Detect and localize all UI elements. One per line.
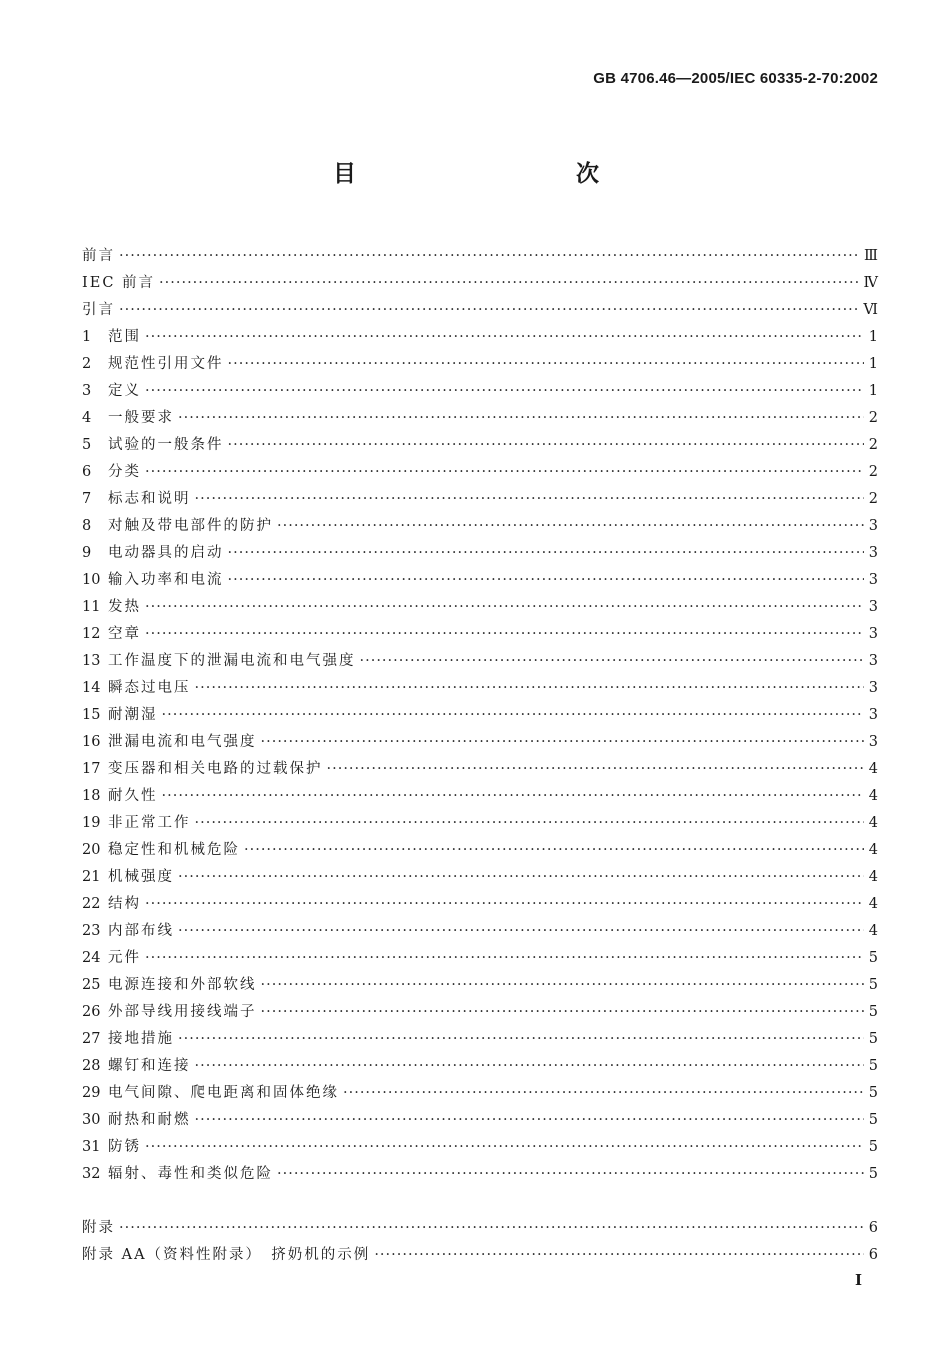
- toc-entry-label: 输入功率和电流: [108, 572, 224, 588]
- toc-entry-page: 6: [868, 1247, 878, 1263]
- toc-entry-label: 分类: [108, 464, 141, 480]
- toc-leader-dots: [178, 1031, 864, 1047]
- toc-entry-page: 5: [868, 1058, 878, 1074]
- toc-leader-dots: [145, 599, 864, 615]
- toc-leader-dots: [195, 815, 865, 831]
- toc-entry-label: 引言: [82, 302, 115, 318]
- toc-entry-label: 外部导线用接线端子: [108, 1004, 257, 1020]
- toc-leader-dots: [119, 302, 859, 318]
- toc-entry-label: 耐热和耐燃: [108, 1112, 191, 1128]
- toc-entry-number: 29: [82, 1085, 101, 1101]
- toc-entry[interactable]: [82, 514, 878, 541]
- toc-entry-number: 11: [82, 599, 101, 615]
- toc-entry-number: 5: [82, 437, 92, 453]
- toc-entry-page: 4: [868, 896, 878, 912]
- toc-leader-dots: [119, 248, 860, 264]
- toc-entry-label: 耐久性: [108, 788, 158, 804]
- toc-entry-page: 3: [868, 707, 878, 723]
- toc-entry[interactable]: [82, 487, 878, 514]
- standard-code: GB 4706.46—2005/IEC 60335-2-70:2002: [593, 70, 878, 87]
- toc-entry-page: Ⅲ: [864, 248, 878, 264]
- toc-entry-label: 机械强度: [108, 869, 174, 885]
- toc-leader-dots: [145, 464, 864, 480]
- toc-main-list: [82, 244, 878, 1189]
- toc-entry-number: 10: [82, 572, 101, 588]
- toc-leader-dots: [178, 410, 864, 426]
- toc-entry-page: Ⅳ: [863, 275, 878, 291]
- toc-entry-number: 20: [82, 842, 101, 858]
- toc-entry-label: 空章: [108, 626, 141, 642]
- page-number: I: [854, 1271, 862, 1289]
- toc-leader-dots: [162, 788, 865, 804]
- toc-entry-page: 5: [868, 1166, 878, 1182]
- toc-entry-label: 范围: [108, 329, 141, 345]
- toc-entry-page: 3: [868, 653, 878, 669]
- toc-entry-number: 7: [82, 491, 92, 507]
- toc-entry-page: 4: [868, 923, 878, 939]
- toc-entry-label: 稳定性和机械危险: [108, 842, 240, 858]
- toc-entry[interactable]: [82, 919, 878, 946]
- toc-entry-page: 5: [868, 1139, 878, 1155]
- toc-entry-label: 耐潮湿: [108, 707, 158, 723]
- toc-entry[interactable]: [82, 865, 878, 892]
- toc-entry[interactable]: [82, 1054, 878, 1081]
- toc-entry[interactable]: [82, 703, 878, 730]
- toc-entry-page: 4: [868, 842, 878, 858]
- toc-entry-page: 4: [868, 761, 878, 777]
- toc-entry-page: 3: [868, 545, 878, 561]
- toc-entry[interactable]: [82, 1108, 878, 1135]
- toc-entry-number: 8: [82, 518, 92, 534]
- toc-entry[interactable]: [82, 649, 878, 676]
- toc-entry-page: 3: [868, 734, 878, 750]
- toc-entry-page: 1: [868, 356, 878, 372]
- toc-entry-page: 5: [868, 950, 878, 966]
- toc-leader-dots: [195, 680, 865, 696]
- toc-entry-label: 试验的一般条件: [108, 437, 224, 453]
- toc-entry-label: 泄漏电流和电气强度: [108, 734, 257, 750]
- toc-entry[interactable]: [82, 271, 878, 298]
- toc-entry[interactable]: [82, 352, 878, 379]
- toc-entry-number: 3: [82, 383, 92, 399]
- toc-leader-dots: [277, 1166, 864, 1182]
- toc-entry-label: 对触及带电部件的防护: [108, 518, 273, 534]
- toc-entry-label: 发热: [108, 599, 141, 615]
- toc-entry-number: 25: [82, 977, 101, 993]
- toc-entry-number: 2: [82, 356, 92, 372]
- toc-entry-label: 电动器具的启动: [108, 545, 224, 561]
- page-title: 目 次: [333, 161, 657, 187]
- toc-entry-page: 4: [868, 815, 878, 831]
- toc-leader-dots: [178, 923, 864, 939]
- toc-entry-number: 32: [82, 1166, 101, 1182]
- toc-leader-dots: [261, 1004, 865, 1020]
- toc-entry-page: 2: [868, 464, 878, 480]
- toc-entry-number: 27: [82, 1031, 101, 1047]
- toc-entry-label: 螺钉和连接: [108, 1058, 191, 1074]
- toc-entry-page: 3: [868, 680, 878, 696]
- toc-entry[interactable]: [82, 1000, 878, 1027]
- toc-entry-number: 23: [82, 923, 101, 939]
- toc-entry-number: 13: [82, 653, 101, 669]
- toc-leader-dots: [261, 977, 865, 993]
- toc-entry-page: 5: [868, 1004, 878, 1020]
- toc-entry-label: 一般要求: [108, 410, 174, 426]
- toc-leader-dots: [228, 572, 865, 588]
- toc-leader-dots: [360, 653, 865, 669]
- toc-entry-page: 1: [868, 329, 878, 345]
- toc-entry-number: 18: [82, 788, 101, 804]
- toc-entry-label: 防锈: [108, 1139, 141, 1155]
- toc-entry[interactable]: [82, 1162, 878, 1189]
- toc-entry-label: 非正常工作: [108, 815, 191, 831]
- toc-entry[interactable]: [82, 838, 878, 865]
- toc-entry-number: 22: [82, 896, 101, 912]
- toc-entry[interactable]: [82, 406, 878, 433]
- toc-entry-number: 21: [82, 869, 101, 885]
- toc-entry-number: 15: [82, 707, 101, 723]
- toc-entry[interactable]: [82, 676, 878, 703]
- toc-entry[interactable]: [82, 1243, 878, 1270]
- toc-entry[interactable]: [82, 460, 878, 487]
- toc-entry[interactable]: [82, 730, 878, 757]
- toc-entry-label: 接地措施: [108, 1031, 174, 1047]
- toc-entry-label: 标志和说明: [108, 491, 191, 507]
- toc-entry-label: 附录: [82, 1220, 115, 1236]
- toc-entry-number: 26: [82, 1004, 101, 1020]
- toc-leader-dots: [119, 1220, 864, 1236]
- toc-entry-page: 3: [868, 626, 878, 642]
- toc-entry-label: 前言: [82, 248, 115, 264]
- toc-entry-number: 28: [82, 1058, 101, 1074]
- toc-leader-dots: [159, 275, 859, 291]
- toc-entry-number: 30: [82, 1112, 101, 1128]
- toc-entry-number: 1: [82, 329, 92, 345]
- toc-entry-label: 变压器和相关电路的过载保护: [108, 761, 323, 777]
- toc-entry-page: 5: [868, 977, 878, 993]
- toc-entry[interactable]: [82, 1081, 878, 1108]
- toc-entry[interactable]: [82, 433, 878, 460]
- toc-entry-label: 附录 AA（资料性附录） 挤奶机的示例: [82, 1247, 371, 1263]
- toc-entry-page: Ⅵ: [863, 302, 878, 318]
- toc-leader-dots: [343, 1085, 864, 1101]
- toc-leader-dots: [178, 869, 864, 885]
- toc-entry[interactable]: [82, 811, 878, 838]
- toc-leader-dots: [195, 1112, 865, 1128]
- toc-entry-label: 辐射、毒性和类似危险: [108, 1166, 273, 1182]
- toc-entry-number: 6: [82, 464, 92, 480]
- toc-entry[interactable]: [82, 784, 878, 811]
- toc-entry-label: 工作温度下的泄漏电流和电气强度: [108, 653, 356, 669]
- toc-entry[interactable]: [82, 757, 878, 784]
- toc-entry[interactable]: [82, 244, 878, 271]
- toc-entry[interactable]: [82, 973, 878, 1000]
- toc-entry[interactable]: [82, 1216, 878, 1243]
- toc-leader-dots: [145, 950, 864, 966]
- toc-entry-page: 4: [868, 788, 878, 804]
- toc-leader-dots: [261, 734, 865, 750]
- toc-leader-dots: [374, 1247, 864, 1263]
- toc-entry-number: 17: [82, 761, 101, 777]
- toc-entry[interactable]: [82, 298, 878, 325]
- toc-entry-label: 电气间隙、爬电距离和固体绝缘: [108, 1085, 339, 1101]
- toc-entry-number: 14: [82, 680, 101, 696]
- toc-entry[interactable]: [82, 1135, 878, 1162]
- toc-leader-dots: [145, 896, 864, 912]
- toc-entry-number: 19: [82, 815, 101, 831]
- toc-entry-number: 4: [82, 410, 92, 426]
- toc-entry-page: 2: [868, 491, 878, 507]
- toc-leader-dots: [195, 491, 865, 507]
- toc-entry-label: IEC 前言: [82, 275, 156, 291]
- toc-entry[interactable]: [82, 892, 878, 919]
- toc-entry-page: 2: [868, 437, 878, 453]
- toc-leader-dots: [195, 1058, 865, 1074]
- toc-entry-page: 6: [868, 1220, 878, 1236]
- toc-entry-label: 内部布线: [108, 923, 174, 939]
- toc-leader-dots: [145, 329, 864, 345]
- toc-entry-page: 5: [868, 1031, 878, 1047]
- toc-entry-page: 4: [868, 869, 878, 885]
- toc-entry[interactable]: [82, 379, 878, 406]
- toc-entry-page: 3: [868, 518, 878, 534]
- toc-leader-dots: [228, 356, 865, 372]
- toc-annex-list: [82, 1216, 878, 1270]
- toc-entry[interactable]: [82, 1027, 878, 1054]
- toc-entry-label: 瞬态过电压: [108, 680, 191, 696]
- toc-entry-page: 2: [868, 410, 878, 426]
- toc-leader-dots: [145, 626, 864, 642]
- toc-entry-label: 电源连接和外部软线: [108, 977, 257, 993]
- toc-leader-dots: [228, 545, 865, 561]
- toc-leader-dots: [327, 761, 865, 777]
- toc-entry-number: 31: [82, 1139, 101, 1155]
- toc-leader-dots: [145, 383, 864, 399]
- toc-entry-label: 结构: [108, 896, 141, 912]
- toc-entry-page: 5: [868, 1085, 878, 1101]
- toc-entry[interactable]: [82, 622, 878, 649]
- toc-leader-dots: [228, 437, 865, 453]
- toc-entry-page: 3: [868, 599, 878, 615]
- toc-leader-dots: [162, 707, 865, 723]
- toc-entry[interactable]: [82, 541, 878, 568]
- toc-entry-page: 5: [868, 1112, 878, 1128]
- toc-entry[interactable]: [82, 568, 878, 595]
- toc-entry[interactable]: [82, 946, 878, 973]
- toc-entry-number: 24: [82, 950, 101, 966]
- toc-entry[interactable]: [82, 325, 878, 352]
- toc-entry-label: 定义: [108, 383, 141, 399]
- toc-leader-dots: [145, 1139, 864, 1155]
- toc-entry-page: 3: [868, 572, 878, 588]
- toc-leader-dots: [244, 842, 864, 858]
- toc-leader-dots: [277, 518, 864, 534]
- toc-entry-label: 规范性引用文件: [108, 356, 224, 372]
- toc-entry[interactable]: [82, 595, 878, 622]
- toc-entry-number: 16: [82, 734, 101, 750]
- toc-entry-label: 元件: [108, 950, 141, 966]
- toc-entry-number: 9: [82, 545, 92, 561]
- toc-entry-number: 12: [82, 626, 101, 642]
- toc-entry-page: 1: [868, 383, 878, 399]
